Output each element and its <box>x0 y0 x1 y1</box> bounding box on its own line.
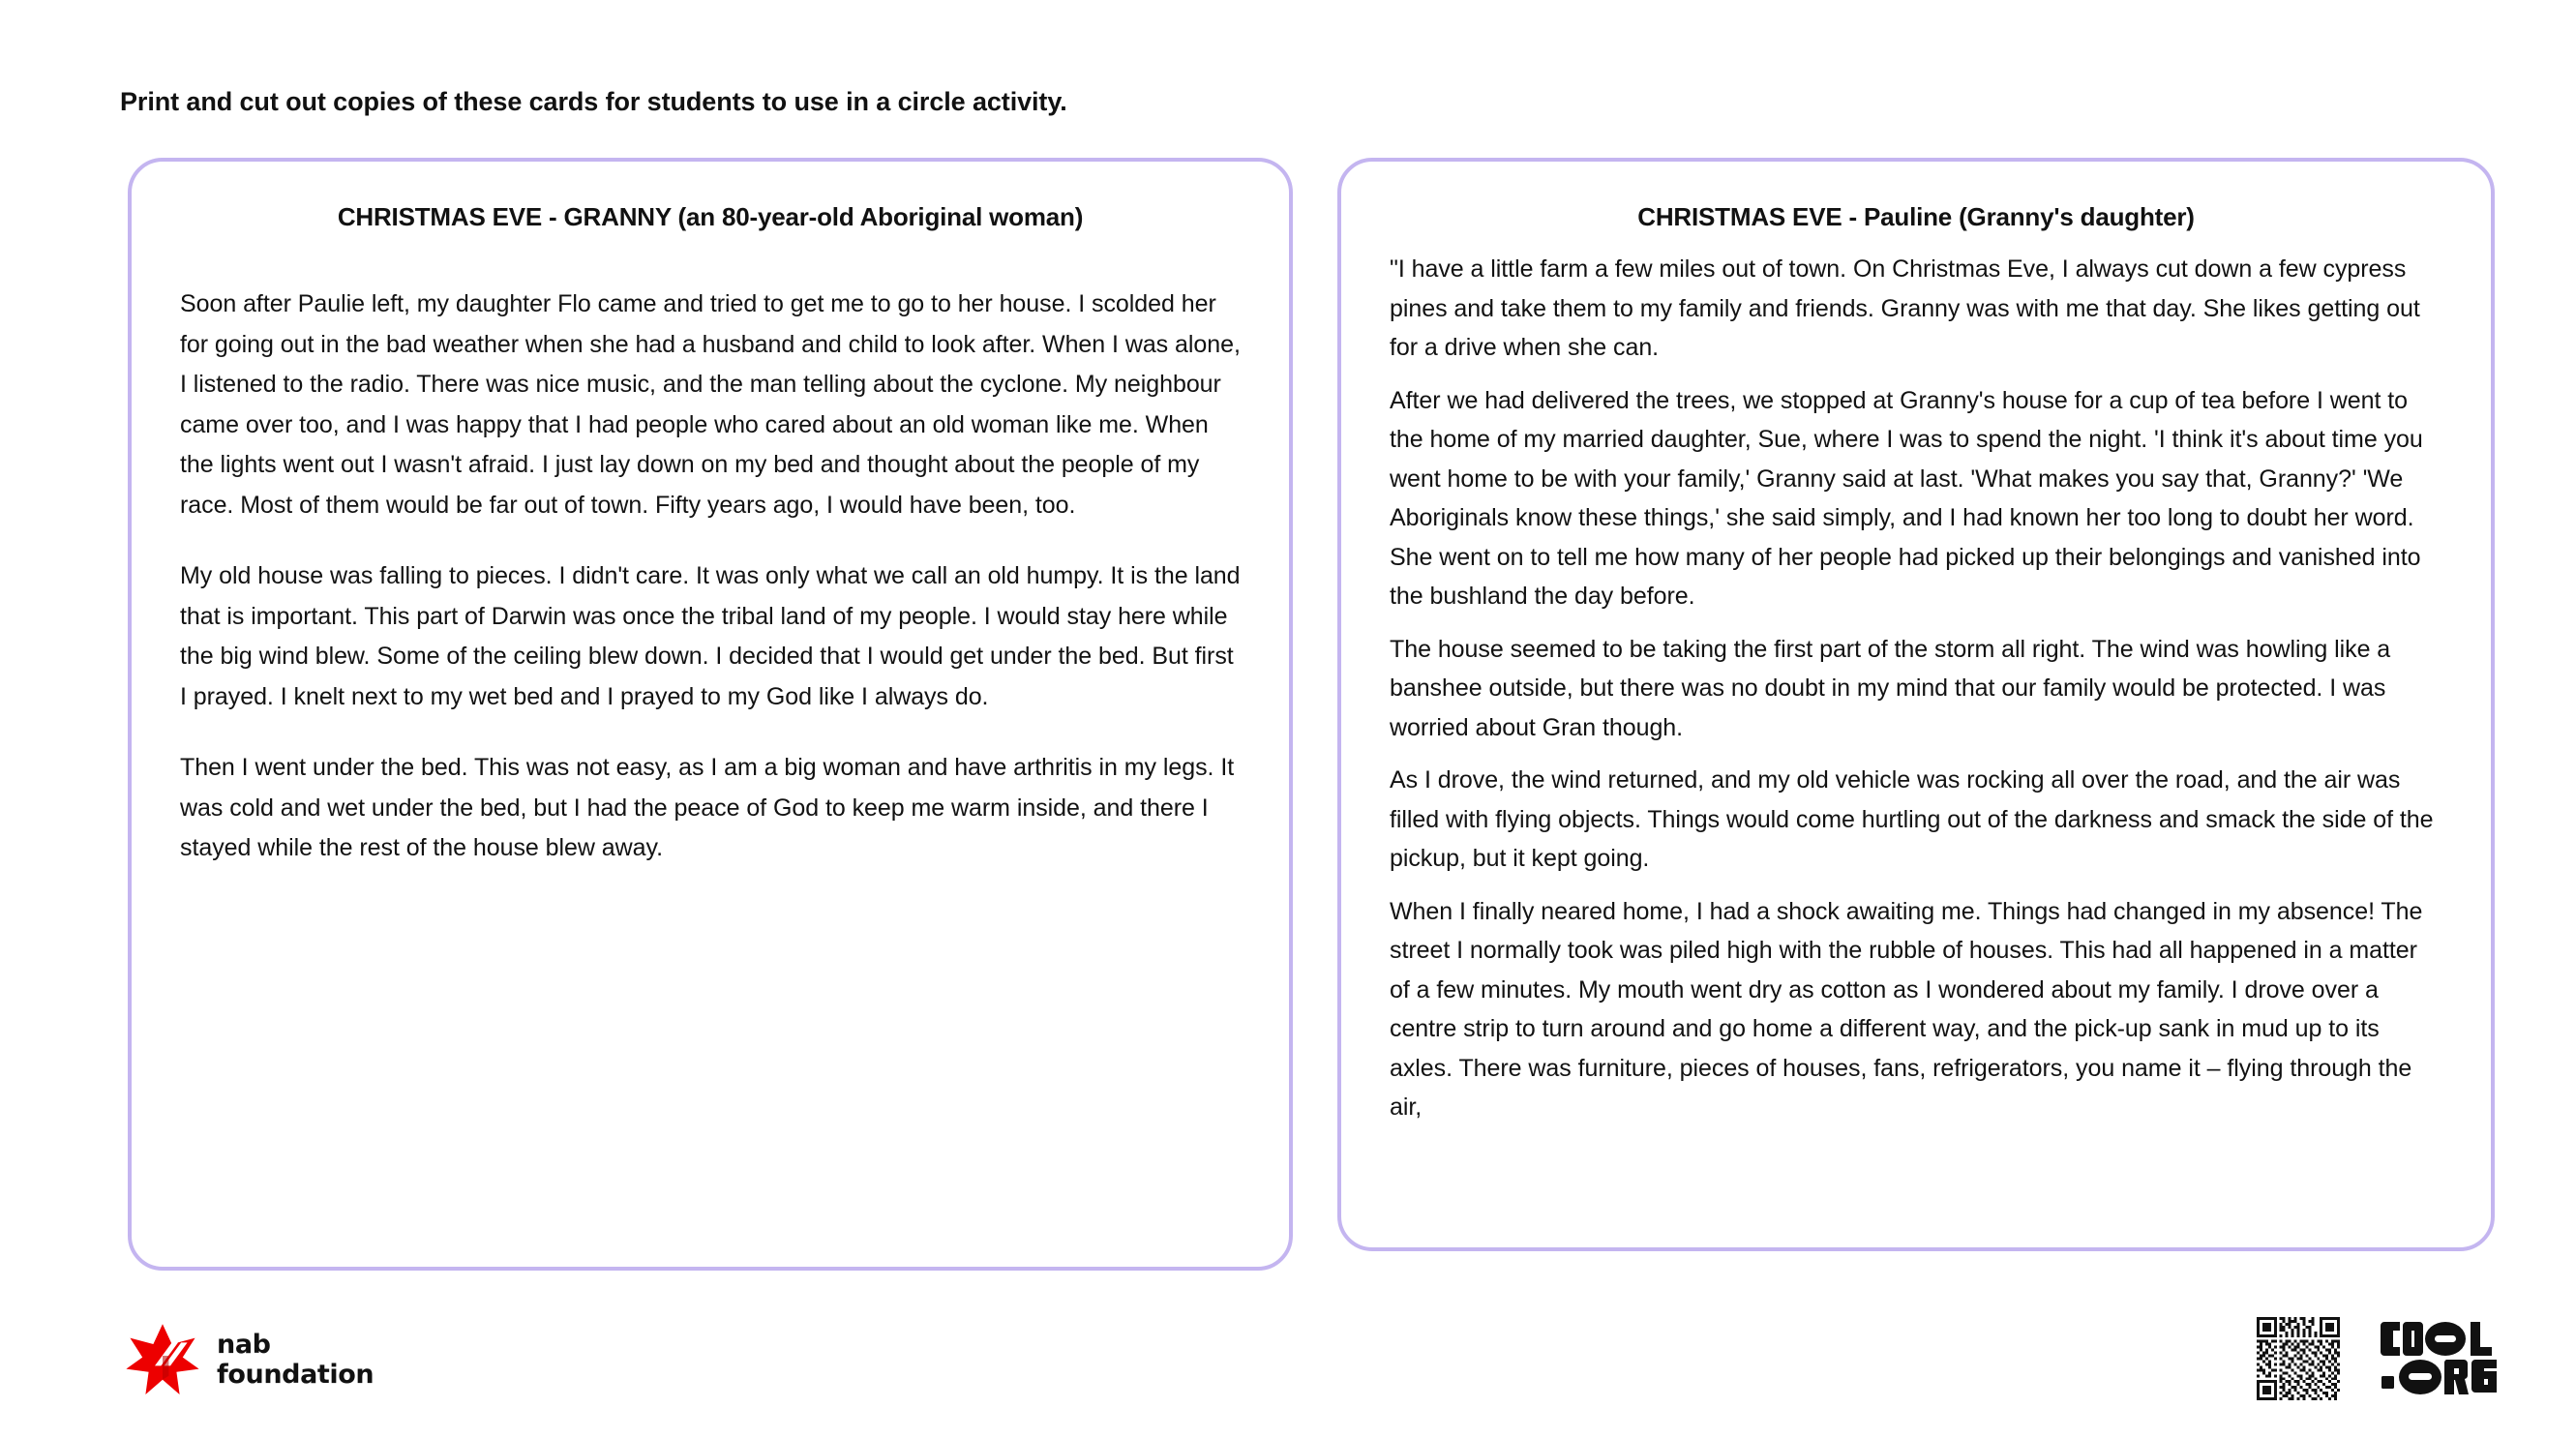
card-pauline-paragraph-5: When I finally neared home, I had a shock awaiting me. Things had changed in my absence! The street I normally took was piled high with the rubble of houses. This had all happened in a matter of a few minutes. My mouth went dry as cotton as I wondered about my family. I drove over a centre strip to turn around and go home a different way, and the pick-up sank in mud up to its axles. There was furniture, pieces of houses, fans, refrigerators, you name it – flying through the air, <box>1390 897 2423 1121</box>
cool-org-logo[interactable] <box>2381 1316 2501 1401</box>
qr-code-icon[interactable] <box>2257 1317 2340 1400</box>
card-granny-body <box>132 232 1289 869</box>
card-pauline-paragraph-4: As I drove, the wind returned, and my old vehicle was rocking all over the road, and the air was filled with flying objects. Things would come hurtling out of the darkness and smack the side of the pickup, but it kept going. <box>1390 766 2434 872</box>
footer-right-group <box>2257 1316 2501 1401</box>
nab-star-icon <box>124 1321 201 1398</box>
nab-wordmark-line2: foundation <box>217 1360 374 1390</box>
nab-wordmark <box>217 1330 374 1390</box>
page-instruction-heading: Print and cut out copies of these cards for students to use in a circle activity. <box>120 87 1067 116</box>
nab-wordmark-line1: nab <box>217 1330 271 1360</box>
card-granny <box>128 158 1293 1271</box>
nab-foundation-logo <box>124 1321 374 1398</box>
card-pauline-paragraph-3: The house seemed to be taking the first part of the storm all right. The wind was howling like a banshee outside, but there was no doubt in my mind that our family would be protected. I was worried about Gran though. <box>1390 635 2391 741</box>
card-pauline-title: CHRISTMAS EVE - Pauline (Granny's daughter) <box>1637 202 2195 231</box>
card-pauline-paragraph-2: After we had delivered the trees, we stopped at Granny's house for a cup of tea before I went to the home of my married daughter, Sue, where I was to spend the night. 'I think it's about time you went home to be with your family,' Granny said at last. 'What makes you say that, Granny?' 'We Aboriginals know these things,' she said simply, and I had known her too long to doubt her word. She went on to tell me how many of her people had picked up their belongings and vanished into the bushland the day before. <box>1390 386 2423 610</box>
card-granny-paragraph-2: My old house was falling to pieces. I didn't care. It was only what we call an old humpy. It is the land that is important. This part of Darwin was once the tribal land of my people. I would stay here while the big wind blew. Some of the ceiling blew down. I decided that I would get under the bed. But first I prayed. I knelt next to my wet bed and I prayed to my God like I always do. <box>180 562 1241 710</box>
card-granny-paragraph-3: Then I went under the bed. This was not easy, as I am a big woman and have arthritis in my legs. It was cold and wet under the bed, but I had the peace of God to keep me warm inside, and there I stayed while the rest of the house blew away. <box>180 754 1235 861</box>
card-granny-paragraph-1: Soon after Paulie left, my daughter Flo came and tried to get me to go to her house. I scolded her for going out in the bad weather when she had a husband and child to look after. When I was alone, I listened to the radio. There was nice music, and the man telling about the cyclone. My neighbour came over too, and I was happy that I had people who cared about an old woman like me. When the lights went out I wasn't afraid. I just lay down on my bed and thought about the people of my race. Most of them would be far out of town. Fifty years ago, I would have been, too. <box>180 290 1241 519</box>
card-granny-title: CHRISTMAS EVE - GRANNY (an 80-year-old Aboriginal woman) <box>337 202 1084 231</box>
card-pauline <box>1337 158 2495 1251</box>
card-pauline-paragraph-1: "I have a little farm a few miles out of town. On Christmas Eve, I always cut down a few cypress pines and take them to my family and friends. Granny was with me that day. She likes getting out for a drive when she can. <box>1390 255 2420 361</box>
card-pauline-body <box>1341 232 2491 1127</box>
